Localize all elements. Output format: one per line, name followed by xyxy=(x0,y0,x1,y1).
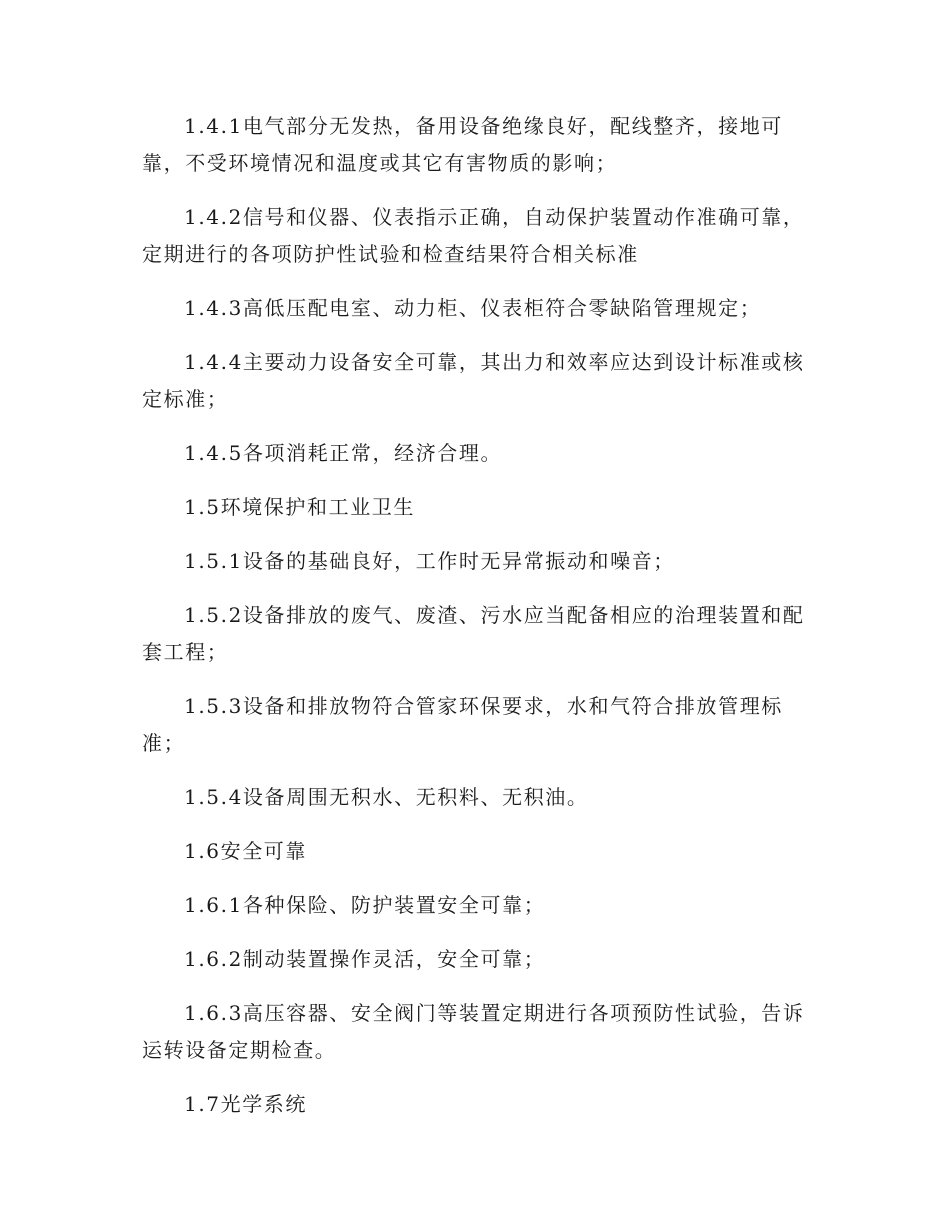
paragraph-1-4-2: 1.4.2信号和仪器、仪表指示正确，自动保护装置动作准确可靠，定期进行的各项防护性试验和检查结果符合相关标准 xyxy=(142,205,805,266)
paragraph-1-6-1: 1.6.1各种保险、防护装置安全可靠； xyxy=(184,893,546,917)
paragraph-1-4-5: 1.4.5各项消耗正常，经济合理。 xyxy=(184,441,503,465)
paragraph-1-5-1: 1.5.1设备的基础良好，工作时无异常振动和噪音； xyxy=(184,549,675,573)
paragraph-1-4-3: 1.4.3高低压配电室、动力柜、仪表柜符合零缺陷管理规定； xyxy=(184,296,762,320)
paragraph-1-6-3: 1.6.3高压容器、安全阀门等装置定期进行各项预防性试验，告诉运转设备定期检查。 xyxy=(142,1001,805,1062)
section-heading-1-7: 1.7光学系统 xyxy=(184,1092,308,1116)
paragraph-1-5-3: 1.5.3设备和排放物符合管家环保要求，水和气符合排放管理标准； xyxy=(142,694,783,755)
paragraph-1-6-2: 1.6.2制动装置操作灵活，安全可靠； xyxy=(184,947,546,971)
paragraph-1-5-4: 1.5.4设备周围无积水、无积料、无积油。 xyxy=(184,785,589,809)
section-heading-1-6: 1.6安全可靠 xyxy=(184,839,308,863)
paragraph-1-4-4: 1.4.4主要动力设备安全可靠，其出力和效率应达到设计标准或核定标准； xyxy=(142,350,805,411)
paragraph-1-5-2: 1.5.2设备排放的废气、废渣、污水应当配备相应的治理装置和配套工程； xyxy=(142,603,805,664)
section-heading-1-5: 1.5环境保护和工业卫生 xyxy=(184,495,416,519)
paragraph-1-4-1: 1.4.1电气部分无发热，备用设备绝缘良好，配线整齐，接地可靠，不受环境情况和温度或其它有害物质的影响； xyxy=(142,114,783,175)
document-body xyxy=(142,108,812,1140)
